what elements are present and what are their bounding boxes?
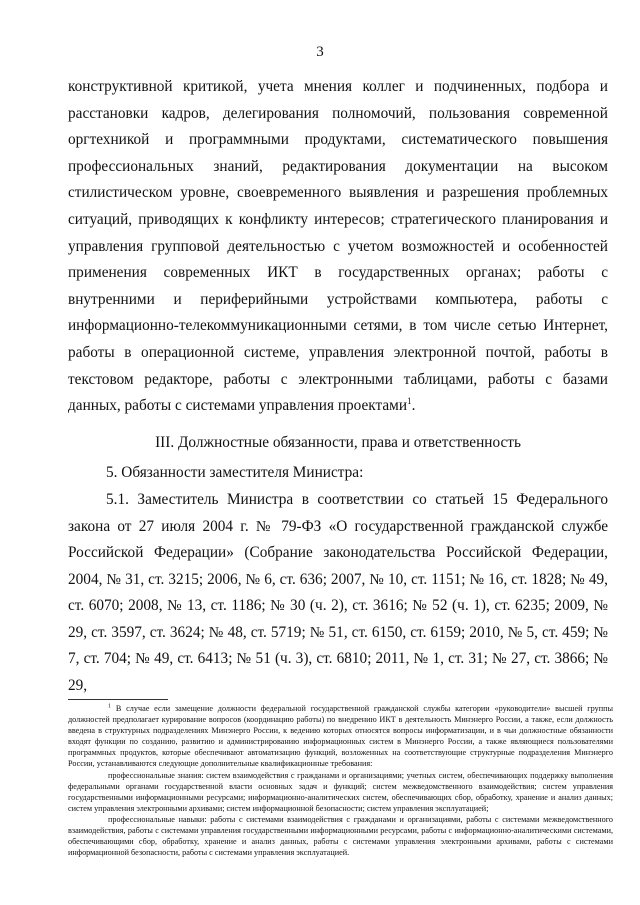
footnote-text-1: В случае если замещение должности федеральной государственной гражданской службы категории «руководители» высшей группы должностей предполагает курирование вопросов (координацию работы) по внедрению ИКТ в деятельность Минэнерго России, а также, если должность введена в структурных подразделениях Минэнерго России, к ведению которых относятся вопросы информатизации, и в чьи должностные обязанности входят функции по созданию, развитию и администрированию информационных систем в Минэнерго России, а также являющиеся пользователями программных продуктов, которые обеспечивают автоматизацию функций, возложенных на соответствующие структурные подразделения Минэнерго России, устанавливаются следующие дополнительные квалификационные требования: xyxy=(68,704,614,769)
section-heading: III. Должностные обязанности, права и ответственность xyxy=(155,433,521,451)
paragraph-duties-5-1: 5.1. Заместитель Министра в соответствии со статьей 15 Федерального закона от 27 июля 2004 г. № 79-ФЗ «О государственной гражданской службе Российской Федерации» (Собрание законодательства Российской Федерации, 2004, № 31, ст. 3215; 2006, № 6, ст. 636; 2007, № 10, ст. 1151; № 16, ст. 1828; № 49, ст. 6070; 2008, № 13, ст. 1186; № 30 (ч. 2), ст. 3616; № 52 (ч. 1), ст. 6235; 2009, № 29, ст. 3597, ст. 3624; № 48, ст. 5719; № 51, ст. 6150, ст. 6159; 2010, № 5, ст. 459; № 7, ст. 704; № 49, ст. 6413; № 51 (ч. 3), ст. 6810; 2011, № 1, ст. 31; № 27, ст. 3866; № 29, xyxy=(68,490,608,695)
footnote-paragraph-skills: профессиональные навыки: работы с системами взаимодействия с гражданами и организациями, работы с системами межведомственного взаимодействия, работы с системами управления государственными информационными ресурсами, работы с информационно-аналитическими системами, обеспечивающими сбор, обработку, хранение и анализ данных, работы с системами управления электронными архивами, работы с системами информационной безопасности, работы с системами управления эксплуатацией. xyxy=(68,814,613,858)
footnote-mark: 1 xyxy=(108,703,111,710)
paragraph-qualifications xyxy=(68,74,608,420)
paragraph-qualifications-end: . xyxy=(411,397,416,415)
footnote-paragraph xyxy=(68,703,613,770)
footnotes xyxy=(68,703,613,858)
main-text xyxy=(68,74,608,700)
footnote-reference: 1 xyxy=(407,396,412,407)
paragraph-duties-title: 5. Обязанности заместителя Министра: xyxy=(106,464,364,482)
paragraph-qualifications-text: конструктивной критикой, учета мнения коллег и подчиненных, подбора и расстановки кадров, делегирования полномочий, пользования современной оргтехникой и программными продуктами, систематического повышения профессиональных знаний, редактирования документации на высоком стилистическом уровне, своевременного выявления и разрешения проблемных ситуаций, приводящих к конфликту интересов; стратегического планирования и управления групповой деятельностью с учетом возможностей и особенностей применения современных ИКТ в государственных органах; работы с внутренними и периферийными устройствами компьютера, работы с информационно-телекоммуникационными сетями, в том числе сетью Интернет, работы в операционной системе, управления электронной почтой, работы в текстовом редакторе, работы с электронными таблицами, работы с базами данных, работы с системами управления проектами xyxy=(68,78,608,415)
footnote-paragraph-knowledge: профессиональные знания: систем взаимодействия с гражданами и организациями; учетных систем, обеспечивающих поддержку выполнения федеральными органами государственной власти основных задач и функций; систем межведомственного взаимодействия; систем управления государственными информационными ресурсами; информационно-аналитических систем, обеспечивающих сбор, обработку, хранение и анализ данных; систем управления электронными архивами; систем информационной безопасности; систем управления эксплуатацией; xyxy=(68,770,613,813)
page-number: 3 xyxy=(316,44,324,60)
footnote-divider xyxy=(68,699,168,700)
